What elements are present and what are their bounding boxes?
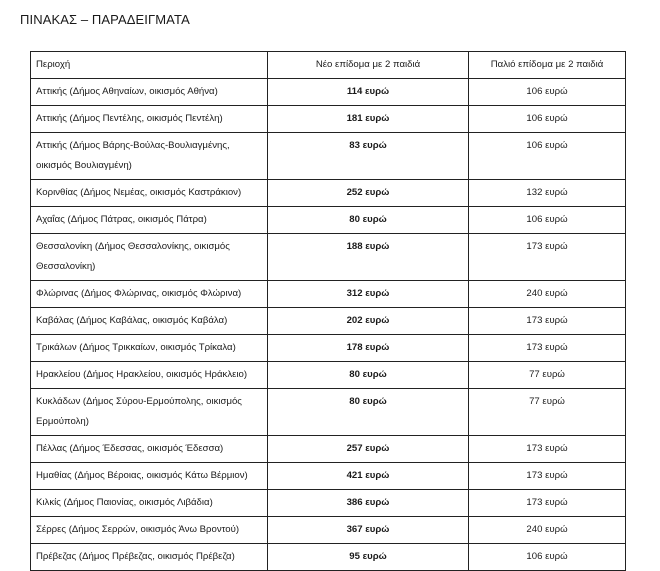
- cell-old-allowance: 106 ευρώ: [469, 207, 626, 234]
- cell-old-allowance: 173 ευρώ: [469, 234, 626, 281]
- table-row: [31, 389, 626, 436]
- table-row: [31, 133, 626, 180]
- table-row: [31, 436, 626, 463]
- cell-old-allowance: 106 ευρώ: [469, 133, 626, 180]
- cell-region: Πέλλας (Δήμος Έδεσσας, οικισμός Έδεσσα): [31, 436, 268, 463]
- cell-old-allowance: 173 ευρώ: [469, 335, 626, 362]
- cell-old-allowance: 173 ευρώ: [469, 463, 626, 490]
- cell-new-allowance: 421 ευρώ: [268, 463, 469, 490]
- table-row: [31, 463, 626, 490]
- cell-region: Αττικής (Δήμος Πεντέλης, οικισμός Πεντέλη): [31, 106, 268, 133]
- table-row: [31, 335, 626, 362]
- table-row: [31, 180, 626, 207]
- cell-region: Αχαΐας (Δήμος Πάτρας, οικισμός Πάτρα): [31, 207, 268, 234]
- cell-old-allowance: 173 ευρώ: [469, 490, 626, 517]
- cell-new-allowance: 386 ευρώ: [268, 490, 469, 517]
- cell-old-allowance: 106 ευρώ: [469, 544, 626, 571]
- cell-new-allowance: 83 ευρώ: [268, 133, 469, 180]
- table-row: [31, 490, 626, 517]
- cell-region: Φλώρινας (Δήμος Φλώρινας, οικισμός Φλώρινα): [31, 281, 268, 308]
- cell-old-allowance: 240 ευρώ: [469, 281, 626, 308]
- cell-region: Αττικής (Δήμος Αθηναίων, οικισμός Αθήνα): [31, 79, 268, 106]
- cell-new-allowance: 114 ευρώ: [268, 79, 469, 106]
- cell-new-allowance: 367 ευρώ: [268, 517, 469, 544]
- cell-region: Κορινθίας (Δήμος Νεμέας, οικισμός Καστράκιον): [31, 180, 268, 207]
- cell-old-allowance: 77 ευρώ: [469, 362, 626, 389]
- cell-new-allowance: 80 ευρώ: [268, 389, 469, 436]
- cell-region: Τρικάλων (Δήμος Τρικκαίων, οικισμός Τρίκαλα): [31, 335, 268, 362]
- cell-region: Ημαθίας (Δήμος Βέροιας, οικισμός Κάτω Βέρμιον): [31, 463, 268, 490]
- table-row: [31, 362, 626, 389]
- table-row: [31, 106, 626, 133]
- cell-region: Κυκλάδων (Δήμος Σύρου-Ερμούπολης, οικισμός Ερμούπολη): [31, 389, 268, 436]
- table-row: [31, 281, 626, 308]
- cell-old-allowance: 173 ευρώ: [469, 436, 626, 463]
- cell-new-allowance: 181 ευρώ: [268, 106, 469, 133]
- cell-old-allowance: 77 ευρώ: [469, 389, 626, 436]
- cell-region: Σέρρες (Δήμος Σερρών, οικισμός Άνω Βροντού): [31, 517, 268, 544]
- cell-region: Αττικής (Δήμος Βάρης-Βούλας-Βουλιαγμένης, οικισμός Βουλιαγμένη): [31, 133, 268, 180]
- cell-new-allowance: 202 ευρώ: [268, 308, 469, 335]
- table-header-row: [31, 52, 626, 79]
- cell-new-allowance: 252 ευρώ: [268, 180, 469, 207]
- cell-new-allowance: 178 ευρώ: [268, 335, 469, 362]
- table-row: [31, 79, 626, 106]
- header-region: Περιοχή: [31, 52, 268, 79]
- header-old-allowance: Παλιό επίδομα με 2 παιδιά: [469, 52, 626, 79]
- cell-new-allowance: 312 ευρώ: [268, 281, 469, 308]
- cell-region: Κιλκίς (Δήμος Παιονίας, οικισμός Λιβάδια): [31, 490, 268, 517]
- cell-new-allowance: 80 ευρώ: [268, 362, 469, 389]
- cell-old-allowance: 173 ευρώ: [469, 308, 626, 335]
- cell-old-allowance: 132 ευρώ: [469, 180, 626, 207]
- cell-region: Καβάλας (Δήμος Καβάλας, οικισμός Καβάλα): [31, 308, 268, 335]
- cell-region: Πρέβεζας (Δήμος Πρέβεζας, οικισμός Πρέβεζα): [31, 544, 268, 571]
- cell-new-allowance: 257 ευρώ: [268, 436, 469, 463]
- table-row: [31, 517, 626, 544]
- cell-region: Θεσσαλονίκη (Δήμος Θεσσαλονίκης, οικισμός Θεσσαλονίκη): [31, 234, 268, 281]
- cell-new-allowance: 95 ευρώ: [268, 544, 469, 571]
- cell-old-allowance: 106 ευρώ: [469, 106, 626, 133]
- cell-region: Ηρακλείου (Δήμος Ηρακλείου, οικισμός Ηράκλειο): [31, 362, 268, 389]
- allowance-table: [30, 51, 626, 571]
- cell-old-allowance: 106 ευρώ: [469, 79, 626, 106]
- cell-new-allowance: 80 ευρώ: [268, 207, 469, 234]
- page-title: ΠΙΝΑΚΑΣ – ΠΑΡΑΔΕΙΓΜΑΤΑ: [20, 12, 190, 27]
- header-new-allowance: Νέο επίδομα με 2 παιδιά: [268, 52, 469, 79]
- table-row: [31, 308, 626, 335]
- cell-new-allowance: 188 ευρώ: [268, 234, 469, 281]
- table-row: [31, 207, 626, 234]
- table-row: [31, 234, 626, 281]
- table-row: [31, 544, 626, 571]
- cell-old-allowance: 240 ευρώ: [469, 517, 626, 544]
